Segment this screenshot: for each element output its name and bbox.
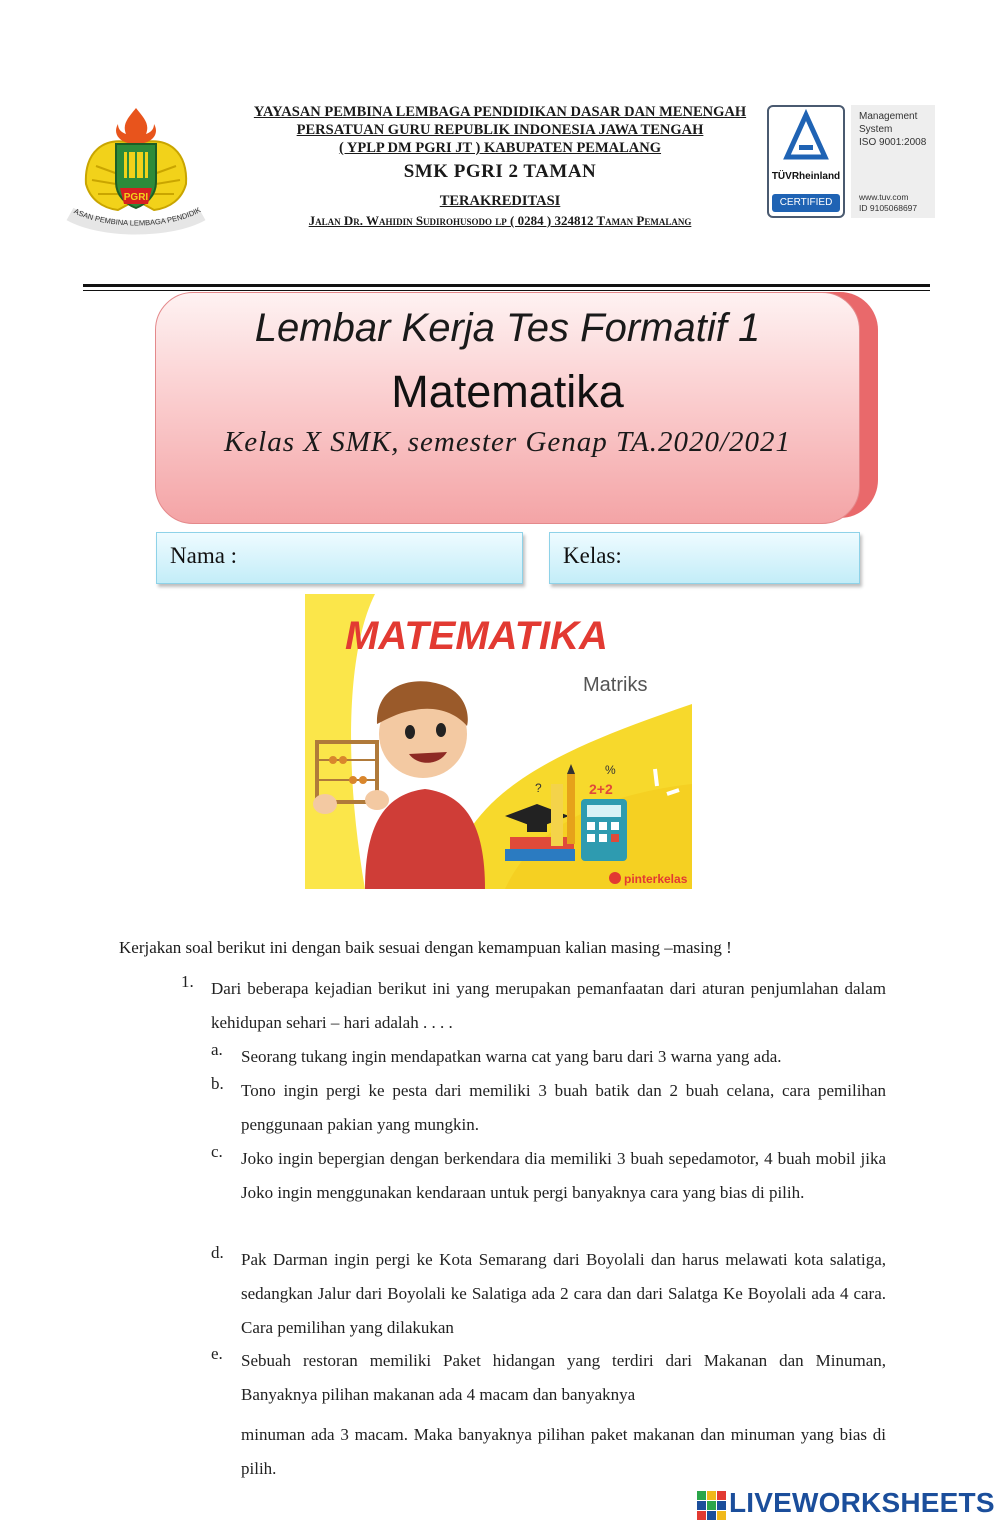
subject-title: Matematika [391, 366, 624, 417]
liveworksheets-text: LIVEWORKSHEETS [729, 1487, 995, 1518]
question-text: Dari beberapa kejadian berikut ini yang merupakan pemanfaatan dari aturan penjumlahan dalam kehidupan sehari – hari adalah . . . . [211, 979, 886, 1032]
tuv-standard: ISO 9001:2008 [859, 137, 927, 148]
ruler-icon [551, 784, 563, 846]
illustration-brand: pinterkelas [624, 872, 688, 886]
name-label: Nama : [170, 543, 238, 568]
letterhead-foundation: YAYASAN PEMBINA LEMBAGA PENDIDIKAN DASAR DAN MENENGAH [253, 104, 747, 120]
letterhead-association: PERSATUAN GURU REPUBLIK INDONESIA JAWA TENGAH [296, 122, 704, 138]
tuv-system-line2: System [859, 124, 893, 135]
svg-text:%: % [605, 763, 616, 777]
school-name: SMK PGRI 2 TAMAN [403, 161, 597, 182]
option-a-text[interactable]: Seorang tukang ingin mendapatkan warna cat yang baru dari 3 warna yang ada. [241, 1047, 782, 1066]
books-icon [505, 849, 575, 861]
question-number: 1. [181, 972, 194, 991]
liveworksheets-icon [697, 1491, 727, 1521]
worksheet-heading: Lembar Kerja Tes Formatif 1 [254, 306, 761, 350]
class-field[interactable] [549, 532, 860, 584]
tuv-badge [767, 105, 845, 218]
math-illustration [305, 594, 692, 889]
tuv-website: www.tuv.com [859, 192, 909, 202]
tuv-info [851, 105, 935, 218]
option-d-text[interactable]: Pak Darman ingin pergi ke Kota Semarang dari Boyolali dan harus melawati kota salatiga, sedangkan Jalur dari Boyolali ke Salatiga ada 2 cara dan dari Salatga Ke Boyolali ada 4 cara. Cara pemilihan yang dilakukan [241, 1250, 886, 1337]
option-letter: b. [211, 1074, 224, 1093]
option-letter: c. [211, 1142, 223, 1161]
instructions: Kerjakan soal berikut ini dengan baik sesuai dengan kemampuan kalian masing –masing ! [119, 938, 732, 957]
school-address: Jalan Dr. Wahidin Sudirohusodo lp ( 0284 ) 324812 Taman Pemalang [308, 213, 692, 228]
tuv-certification [767, 105, 935, 220]
school-logo [62, 104, 210, 238]
header-divider [83, 284, 930, 287]
option-e-text[interactable]: Sebuah restoran memiliki Paket hidangan yang terdiri dari Makanan dan Minuman, Banyaknya pilihan makanan ada 4 macam dan banyaknya [241, 1351, 886, 1404]
svg-text:PGRI: PGRI [123, 192, 149, 203]
svg-text:YAYASAN PEMBINA LEMBAGA PENDID: ASAN PEMBINA LEMBAGA PENDIDIK [72, 205, 203, 228]
illustration-subtitle: Matriks [583, 674, 648, 696]
pencil-icon [567, 774, 575, 844]
class-label: Kelas: [563, 543, 622, 568]
accreditation: TERAKREDITASI [439, 193, 561, 209]
option-letter: d. [211, 1243, 224, 1262]
tuv-certified-label: CERTIFIED [772, 194, 840, 212]
option-e-continuation: minuman ada 3 macam. Maka banyaknya pilihan paket makanan dan minuman yang bias di pilih. [241, 1425, 886, 1478]
illustration-equation: 2+2 [589, 781, 613, 797]
tuv-system-line1: Management [859, 111, 918, 122]
option-letter: a. [211, 1040, 223, 1059]
tuv-triangle-icon [769, 107, 843, 173]
option-c-text[interactable]: Joko ingin bepergian dengan berkendara dia memiliki 3 buah sepedamotor, 4 buah mobil jika Joko ingin menggunakan kendaraan untuk pergi banyaknya cara yang bias di pilih. [241, 1149, 886, 1202]
option-b-text[interactable]: Tono ingin pergi ke pesta dari memiliki 3 buah batik dan 2 buah celana, cara pemilihan penggunaan pakian yang mungkin. [241, 1081, 886, 1134]
class-info: Kelas X SMK, semester Genap TA.2020/2021 [223, 426, 792, 458]
tuv-id: ID 9105068697 [859, 203, 918, 213]
illustration-title: MATEMATIKA [345, 614, 608, 658]
pinterkelas-logo-icon [609, 872, 621, 884]
svg-text:?: ? [535, 781, 542, 795]
name-field[interactable] [156, 532, 523, 584]
tuv-brand: TÜVRheinland [771, 171, 841, 182]
header-divider-thin [83, 290, 930, 291]
option-letter: e. [211, 1344, 223, 1363]
letterhead-region: ( YPLP DM PGRI JT ) KABUPATEN PEMALANG [338, 140, 662, 156]
liveworksheets-logo [697, 1485, 997, 1521]
